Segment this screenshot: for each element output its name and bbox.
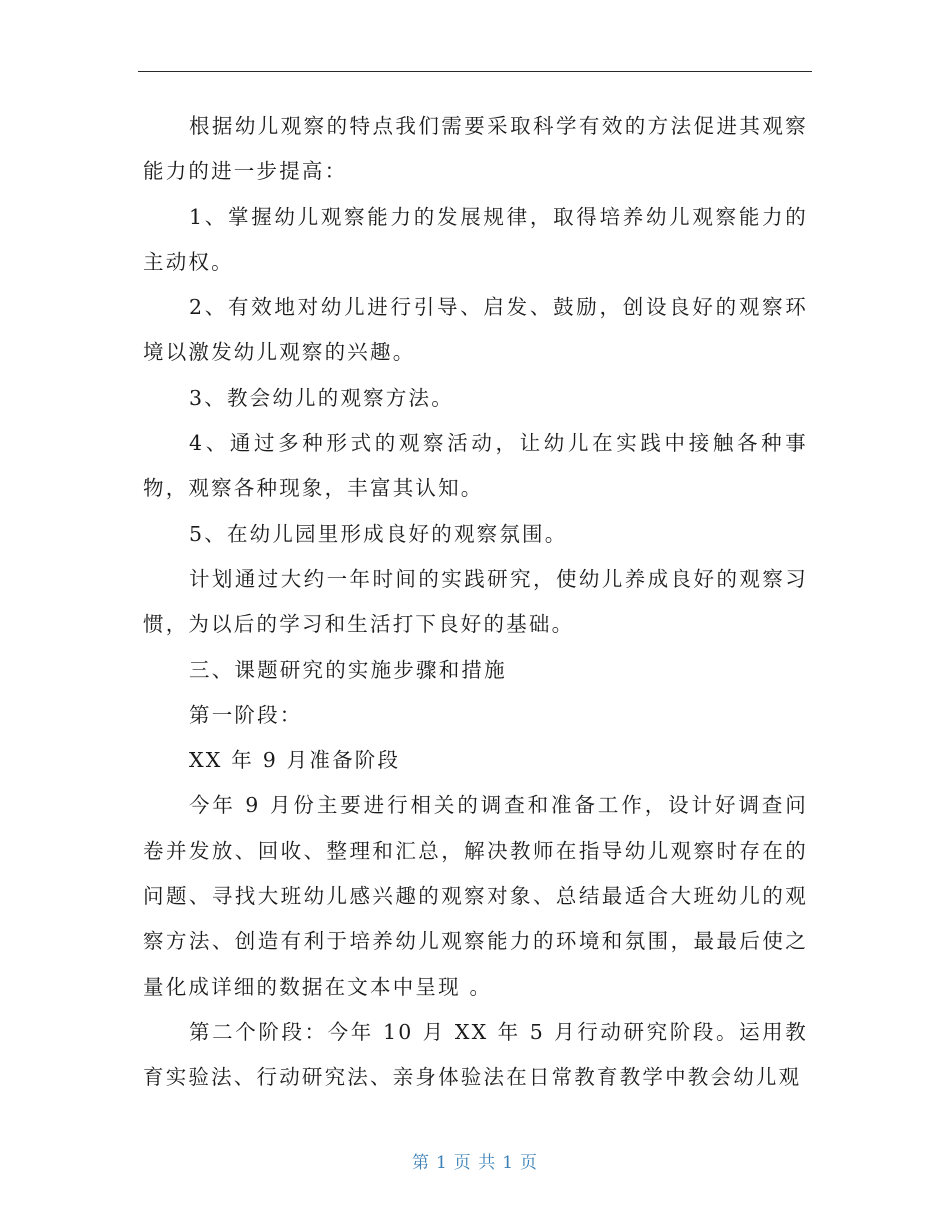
paragraph-plan: 计划通过大约一年时间的实践研究，使幼儿养成良好的观察习惯，为以后的学习和生活打下良好的基础。 <box>143 566 808 637</box>
paragraph-item-2: 2、有效地对幼儿进行引导、启发、鼓励，创设良好的观察环境以激发幼儿观察的兴趣。 <box>143 295 808 365</box>
document-body <box>143 104 808 1101</box>
footer-mid: 页 共 <box>453 1153 497 1173</box>
paragraph-item-4: 4、通过多种形式的观察活动，让幼儿在实践中接触各种事物，观察各种现象，丰富其认知。 <box>143 431 808 501</box>
page-footer <box>0 1148 950 1173</box>
paragraph-stage-one: 今年 9 月份主要进行相关的调查和准备工作，设计好调查问卷并发放、回收、整理和汇总，解决教师在指导幼儿观察时存在的问题、寻找大班幼儿感兴趣的观察对象、总结最适合大班幼儿的观察方法、创造有利于培养幼儿观察能力的环境和氛围，最最后使之量化成详细的数据在文本中呈现 。 <box>143 793 808 999</box>
paragraph-item-5: 5、在幼儿园里形成良好的观察氛围。 <box>189 521 568 546</box>
paragraph-item-3: 3、教会幼儿的观察方法。 <box>189 385 454 410</box>
stage-one-date: XX 年 9 月准备阶段 <box>189 748 401 773</box>
footer-suffix: 页 <box>520 1153 539 1173</box>
footer-current-page: 1 <box>435 1153 448 1173</box>
paragraph-stage-two: 第二个阶段：今年 10 月 XX 年 5 月行动研究阶段。运用教育实验法、行动研究法、亲身体验法在日常教育教学中教会幼儿观 <box>143 1019 808 1090</box>
header-rule <box>138 71 812 72</box>
footer-prefix: 第 <box>411 1153 430 1173</box>
stage-one-heading: 第一阶段： <box>189 702 303 727</box>
section-heading-steps: 三、课题研究的实施步骤和措施 <box>189 657 507 682</box>
paragraph-intro: 根据幼儿观察的特点我们需要采取科学有效的方法促进其观察能力的进一步提高： <box>143 114 808 184</box>
footer-total-pages: 1 <box>502 1153 515 1173</box>
paragraph-item-1: 1、掌握幼儿观察能力的发展规律，取得培养幼儿观察能力的主动权。 <box>143 204 808 274</box>
